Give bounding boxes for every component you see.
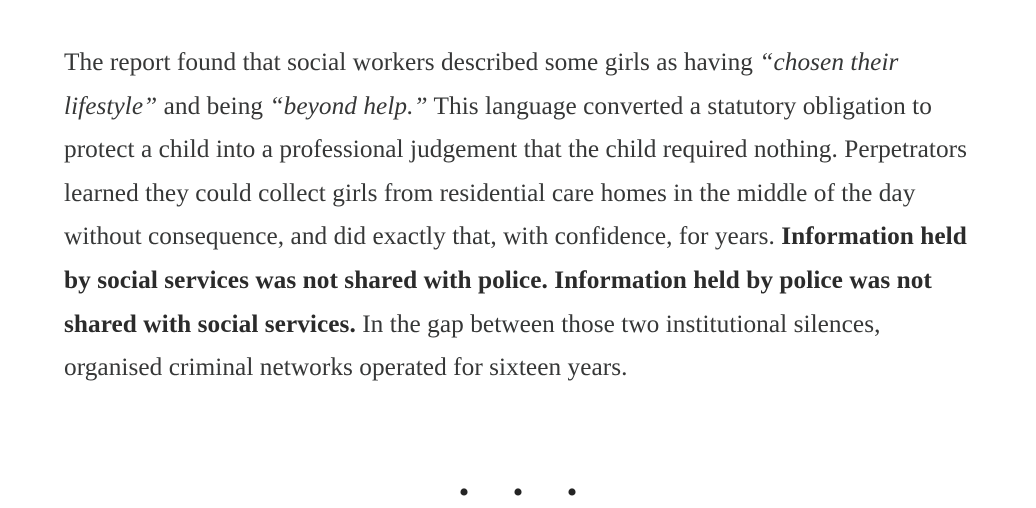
article-paragraph [64,41,980,390]
paragraph-text-4: In the gap between those two institutional silences, organised criminal networks operated for sixteen years. [64,309,881,382]
paragraph-text-3: This language converted a statutory obligation to protect a child into a professional judgement that the child required nothing. Perpetrators learned they could collect girls from residential care homes in the middle of the day without consequence, and did exactly that, with confidence, for years. [64,91,968,251]
paragraph-text-2: and being [157,91,270,120]
bold-statement: Information held by social services was not shared with police. Information held by police was not shared with social services. [64,222,967,338]
quote-chosen-lifestyle: “chosen their lifestyle” [64,48,899,120]
article-body [64,41,980,390]
section-divider: • • • [458,476,596,508]
paragraph-text-1: The report found that social workers described some girls as having [64,48,760,76]
quote-beyond-help: “beyond help.” [269,91,428,120]
